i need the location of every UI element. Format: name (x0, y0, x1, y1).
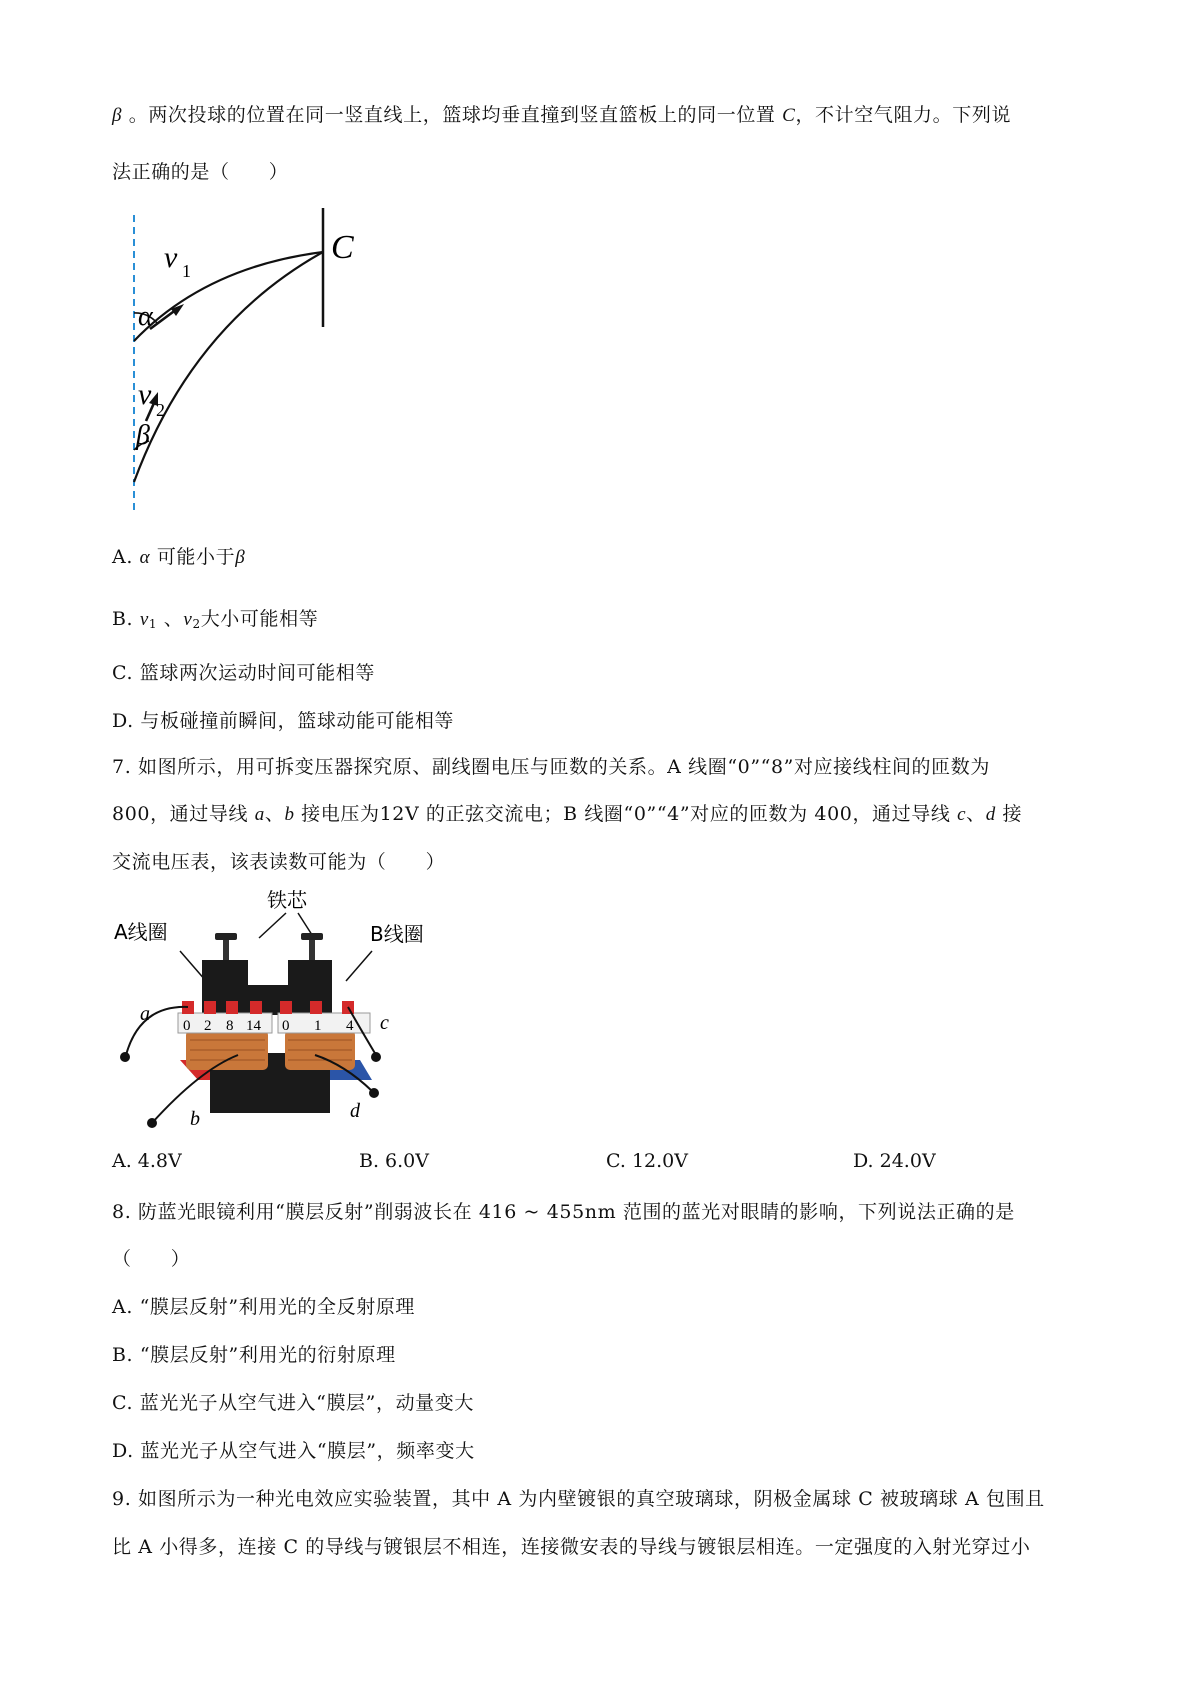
q6-option-b (112, 604, 318, 631)
q8-stem-line2: （ ） (112, 1248, 191, 1270)
q8-option-d: D. 蓝光光子从空气进入“膜层”，频率变大 (112, 1440, 475, 1462)
wire-b-end (147, 1118, 157, 1128)
terminal-post (226, 1001, 238, 1014)
v2-subscript: 2 (192, 617, 201, 631)
opt-text: 大小可能相等 (200, 608, 319, 630)
q9-stem-line1: 9. 如图所示为一种光电效应实验装置，其中 A 为内壁镀银的真空玻璃球，阴极金属球 C 被玻璃球 A 包围且 (112, 1488, 1045, 1510)
terminal-a-2: 2 (204, 1018, 212, 1034)
q7-option-d: D. 24.0V (853, 1150, 936, 1172)
q8-option-a: A. “膜层反射”利用光的全反射原理 (112, 1296, 416, 1318)
beta-symbol: β (112, 105, 123, 126)
coil-b-pointer (346, 951, 372, 981)
screw-right (301, 933, 323, 961)
wire-d-var: d (985, 804, 996, 825)
label-wire-a: a (140, 1003, 150, 1025)
q7-stem-line1: 7. 如图所示，用可拆变压器探究原、副线圈电压与匝数的关系。A 线圈“0”“8”对应接线柱间的匝数为 (112, 756, 990, 778)
q6-option-c: C. 篮球两次运动时间可能相等 (112, 662, 375, 684)
terminal-b-0: 0 (282, 1018, 290, 1034)
wire-a-var: a (254, 804, 265, 825)
q7-option-c: C. 12.0V (606, 1150, 688, 1172)
label-wire-c: c (380, 1012, 389, 1034)
q6-stem-line1 (112, 100, 1011, 127)
q6-text-b: ，不计空气阻力。下列说 (795, 104, 1012, 126)
basketball-trajectory-figure (110, 205, 370, 515)
alpha-symbol: α (139, 547, 151, 568)
trajectory-1 (134, 252, 323, 341)
terminal-a-8: 8 (226, 1018, 234, 1034)
separator: 、 (157, 608, 184, 630)
q7-text: 、 (264, 803, 285, 825)
v1-subscript: 1 (148, 617, 158, 631)
label-v1-sub: 1 (182, 261, 191, 281)
q7-stem-line3: 交流电压表，该表读数可能为（ ） (112, 851, 446, 873)
wire-b-var: b (284, 804, 295, 825)
q7-text: 800，通过导线 (112, 803, 255, 825)
label-v2: v (138, 378, 152, 411)
q7-text: 、 (966, 803, 986, 825)
terminal-a-14: 14 (246, 1018, 261, 1034)
wire-a-end (120, 1052, 130, 1062)
opt-prefix: B. (112, 608, 140, 630)
q7-text: 接 (995, 803, 1023, 825)
q8-option-c: C. 蓝光光子从空气进入“膜层”，动量变大 (112, 1392, 474, 1414)
q8-option-b: B. “膜层反射”利用光的衍射原理 (112, 1344, 396, 1366)
transformer-figure (110, 885, 470, 1135)
terminal-post (310, 1001, 322, 1014)
terminal-b-1: 1 (314, 1018, 322, 1034)
label-wire-d: d (350, 1100, 360, 1122)
wire-c-var: c (957, 804, 967, 825)
terminal-post (250, 1001, 262, 1014)
opt-prefix: A. (112, 546, 140, 568)
point-c: C (782, 105, 796, 126)
q7-stem-line2 (112, 799, 1022, 826)
label-v1: v (164, 241, 178, 274)
beta-symbol: β (235, 547, 246, 568)
terminal-b-4: 4 (346, 1018, 354, 1034)
q7-option-a: A. 4.8V (112, 1150, 182, 1172)
v1-arrowhead (171, 304, 184, 316)
q9-stem-line2: 比 A 小得多，连接 C 的导线与镀银层不相连，连接微安表的导线与镀银层相连。一定强度的入射光穿过小 (112, 1536, 1031, 1558)
q7-option-b: B. 6.0V (359, 1150, 429, 1172)
label-beta: β (136, 420, 150, 451)
core-pointer-left (259, 913, 286, 938)
terminal-post (280, 1001, 292, 1014)
wire-d-end (369, 1088, 379, 1098)
q8-stem-line1: 8. 防蓝光眼镜利用“膜层反射”削弱波长在 416 ~ 455nm 范围的蓝光对眼睛的影响，下列说法正确的是 (112, 1201, 1015, 1223)
label-v2-sub: 2 (156, 400, 165, 420)
q6-option-d: D. 与板碰撞前瞬间，篮球动能可能相等 (112, 710, 455, 732)
terminal-post (204, 1001, 216, 1014)
q7-text: 接电压为12V 的正弦交流电；B 线圈“0”“4”对应的匝数为 400，通过导线 (294, 803, 958, 825)
q6-stem-line2: 法正确的是（ ） (112, 161, 289, 183)
terminal-a-0: 0 (183, 1018, 191, 1034)
v2-symbol: v (183, 609, 193, 630)
label-coil-b: B线圈 (370, 922, 424, 946)
label-wire-b: b (190, 1108, 200, 1130)
label-coil-a: A线圈 (114, 920, 168, 944)
v1-symbol: v (139, 609, 149, 630)
label-alpha: α (138, 301, 153, 332)
q6-text-a: 。两次投球的位置在同一竖直线上，篮球均垂直撞到竖直篮板上的同一位置 (122, 104, 783, 126)
wire-c-end (371, 1052, 381, 1062)
screw-left (215, 933, 237, 961)
q6-option-a (112, 542, 245, 569)
trajectory-2 (134, 252, 323, 482)
label-iron-core: 铁芯 (267, 888, 307, 912)
opt-text: 可能小于 (150, 546, 236, 568)
label-c: C (331, 229, 354, 266)
